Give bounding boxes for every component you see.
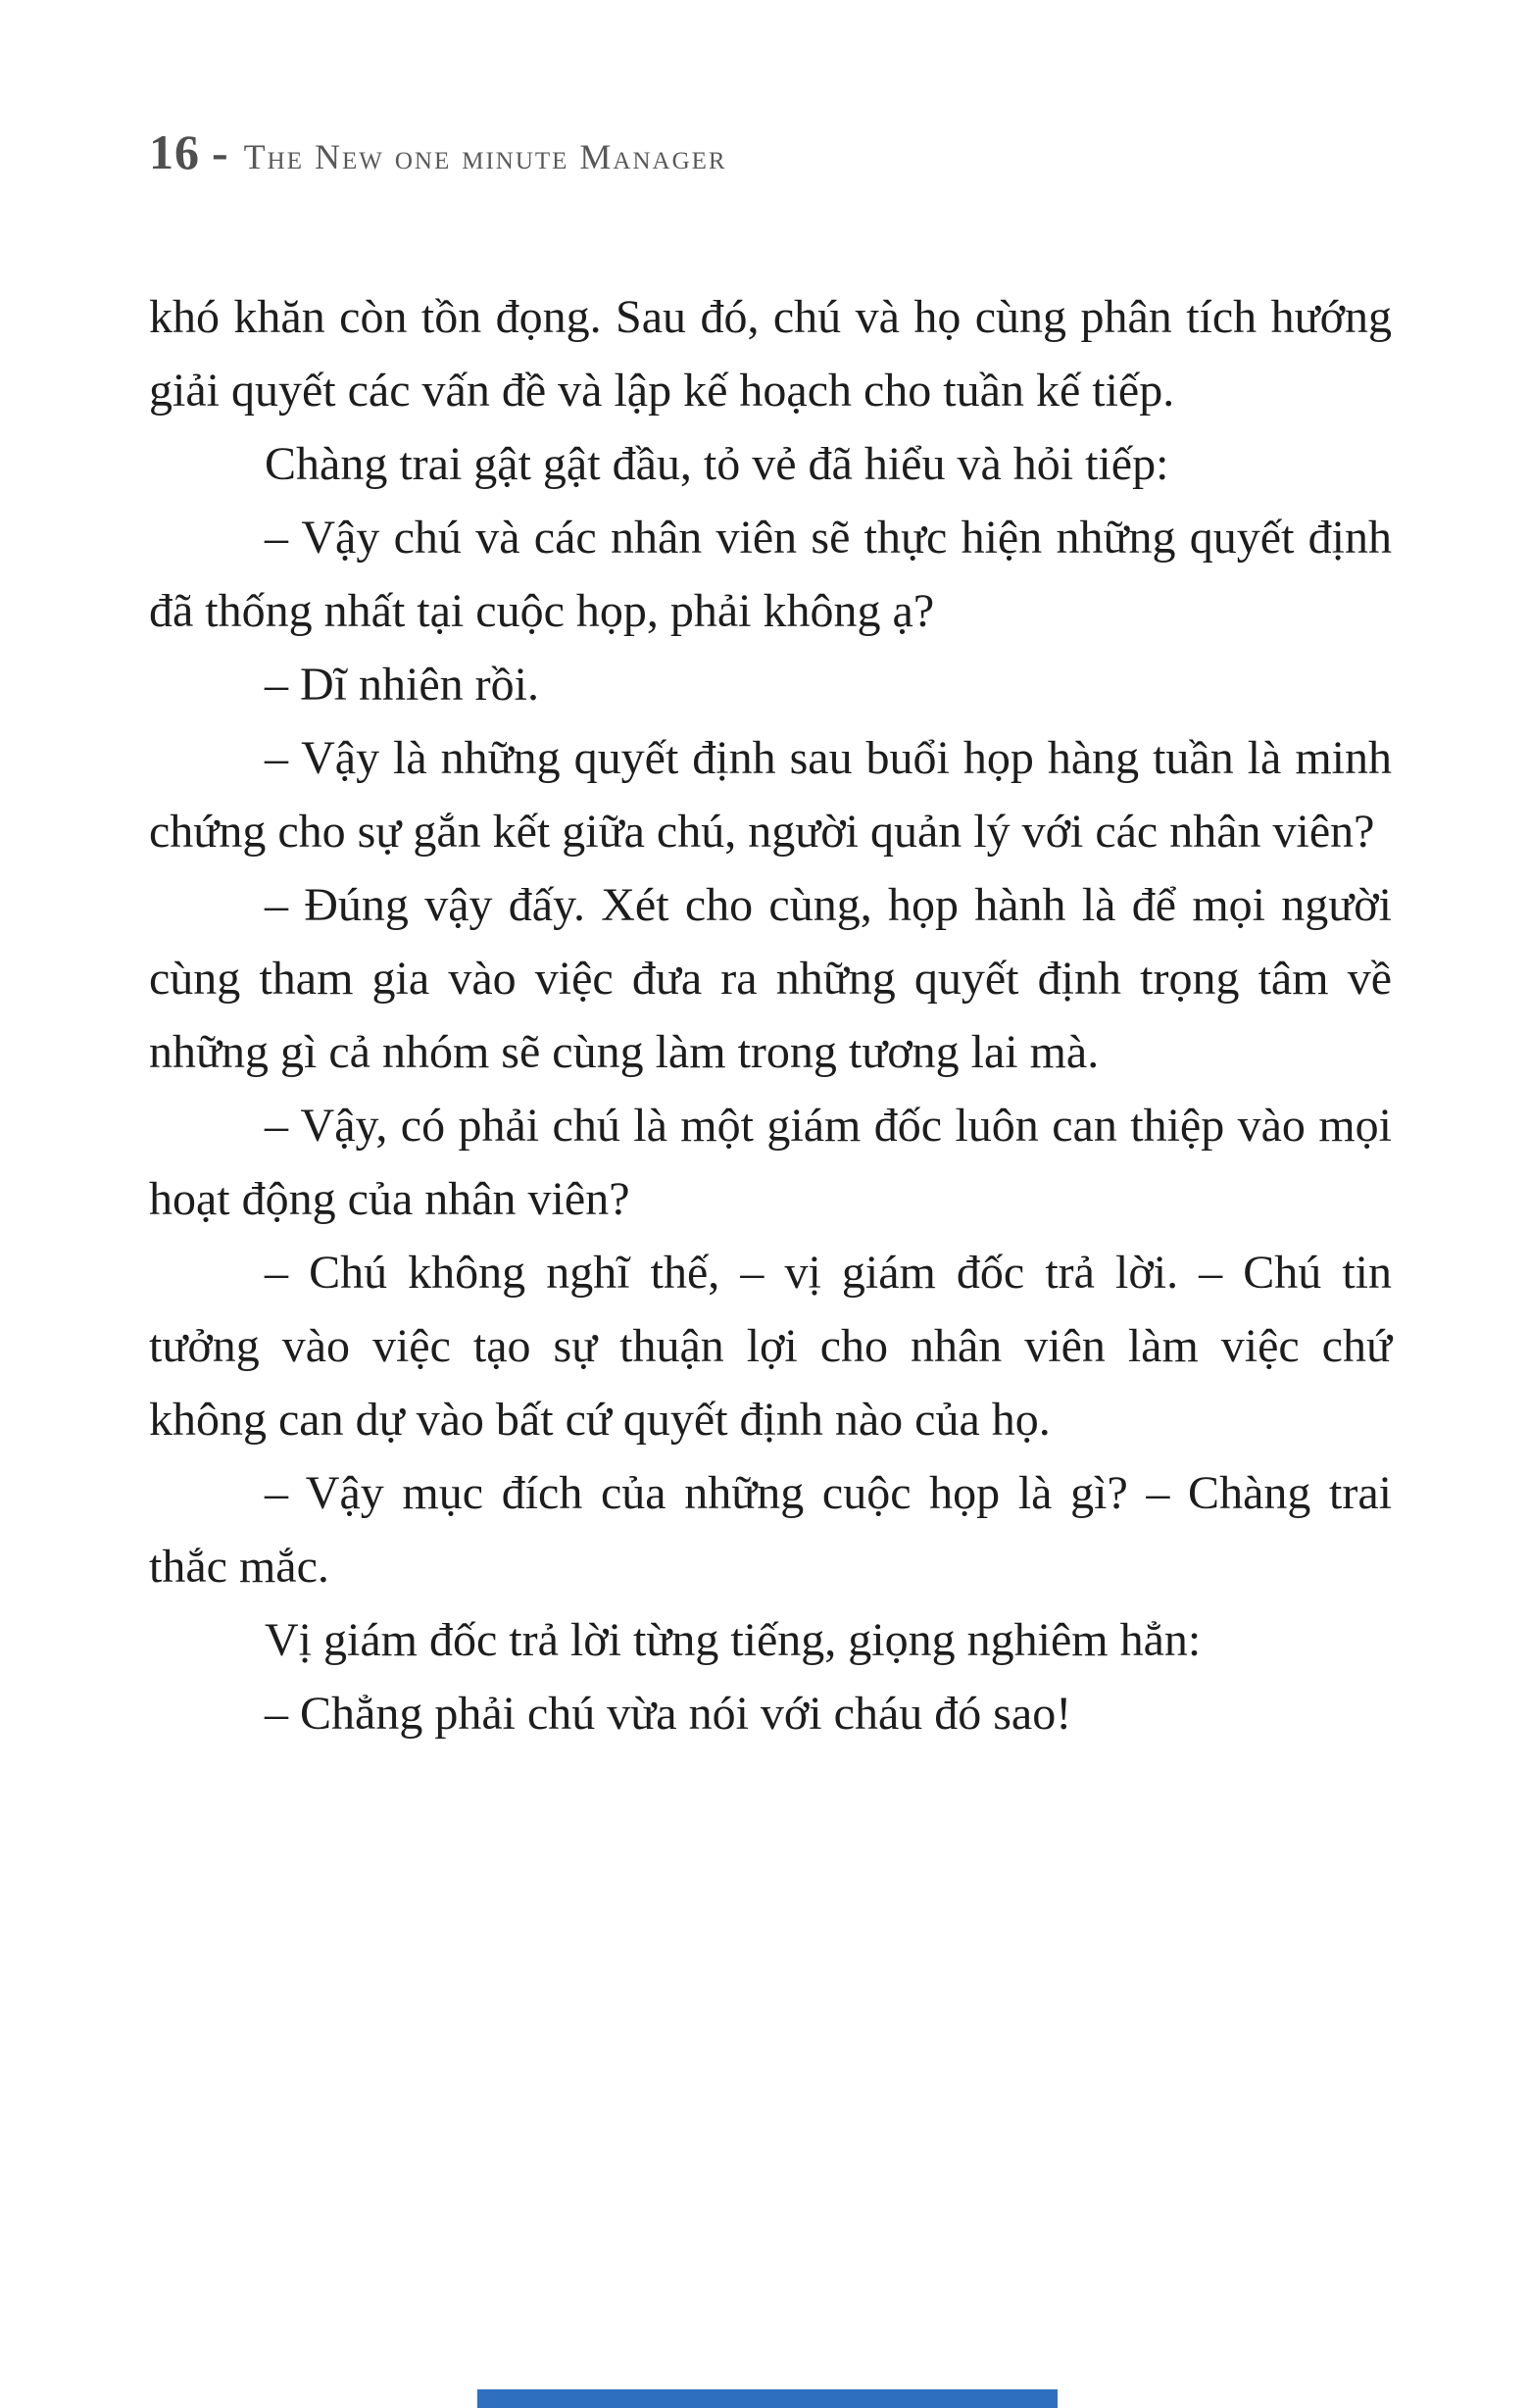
paragraph: Chàng trai gật gật đầu, tỏ vẻ đã hiểu và hỏi tiếp: bbox=[265, 438, 1169, 490]
page-header bbox=[149, 123, 727, 180]
paragraph: – Đúng vậy đấy. Xét cho cùng, họp hành là để mọi người cùng tham gia vào việc đưa ra những quyết định trọng tâm về những gì cả nhóm sẽ cùng làm trong tương lai mà. bbox=[149, 879, 1392, 1078]
paragraph: khó khăn còn tồn đọng. Sau đó, chú và họ cùng phân tích hướng giải quyết các vấn đề và lập kế hoạch cho tuần kế tiếp. bbox=[149, 291, 1392, 417]
paragraph: – Chẳng phải chú vừa nói với cháu đó sao! bbox=[265, 1688, 1072, 1740]
paragraph: – Vậy mục đích của những cuộc họp là gì? – Chàng trai thắc mắc. bbox=[149, 1467, 1392, 1593]
page-body bbox=[149, 280, 1392, 1750]
paragraph: Vị giám đốc trả lời từng tiếng, giọng nghiêm hẳn: bbox=[265, 1614, 1202, 1666]
paragraph: – Vậy, có phải chú là một giám đốc luôn can thiệp vào mọi hoạt động của nhân viên? bbox=[149, 1100, 1392, 1225]
paragraph: – Dĩ nhiên rồi. bbox=[265, 659, 539, 711]
page-number: 16 bbox=[149, 124, 200, 179]
paragraph: – Vậy chú và các nhân viên sẽ thực hiện những quyết định đã thống nhất tại cuộc họp, phải không ạ? bbox=[149, 512, 1392, 637]
paragraph: – Chú không nghĩ thế, – vị giám đốc trả lời. – Chú tin tưởng vào việc tạo sự thuận lợi cho nhân viên làm việc chứ không can dự vào bất cứ quyết định nào của họ. bbox=[149, 1247, 1392, 1446]
book-title: The New one minute Manager bbox=[243, 137, 727, 176]
page-progress-bar bbox=[477, 2389, 1058, 2408]
paragraph: – Vậy là những quyết định sau buổi họp hàng tuần là minh chứng cho sự gắn kết giữa chú, người quản lý với các nhân viên? bbox=[149, 732, 1392, 858]
header-separator: - bbox=[212, 124, 228, 179]
